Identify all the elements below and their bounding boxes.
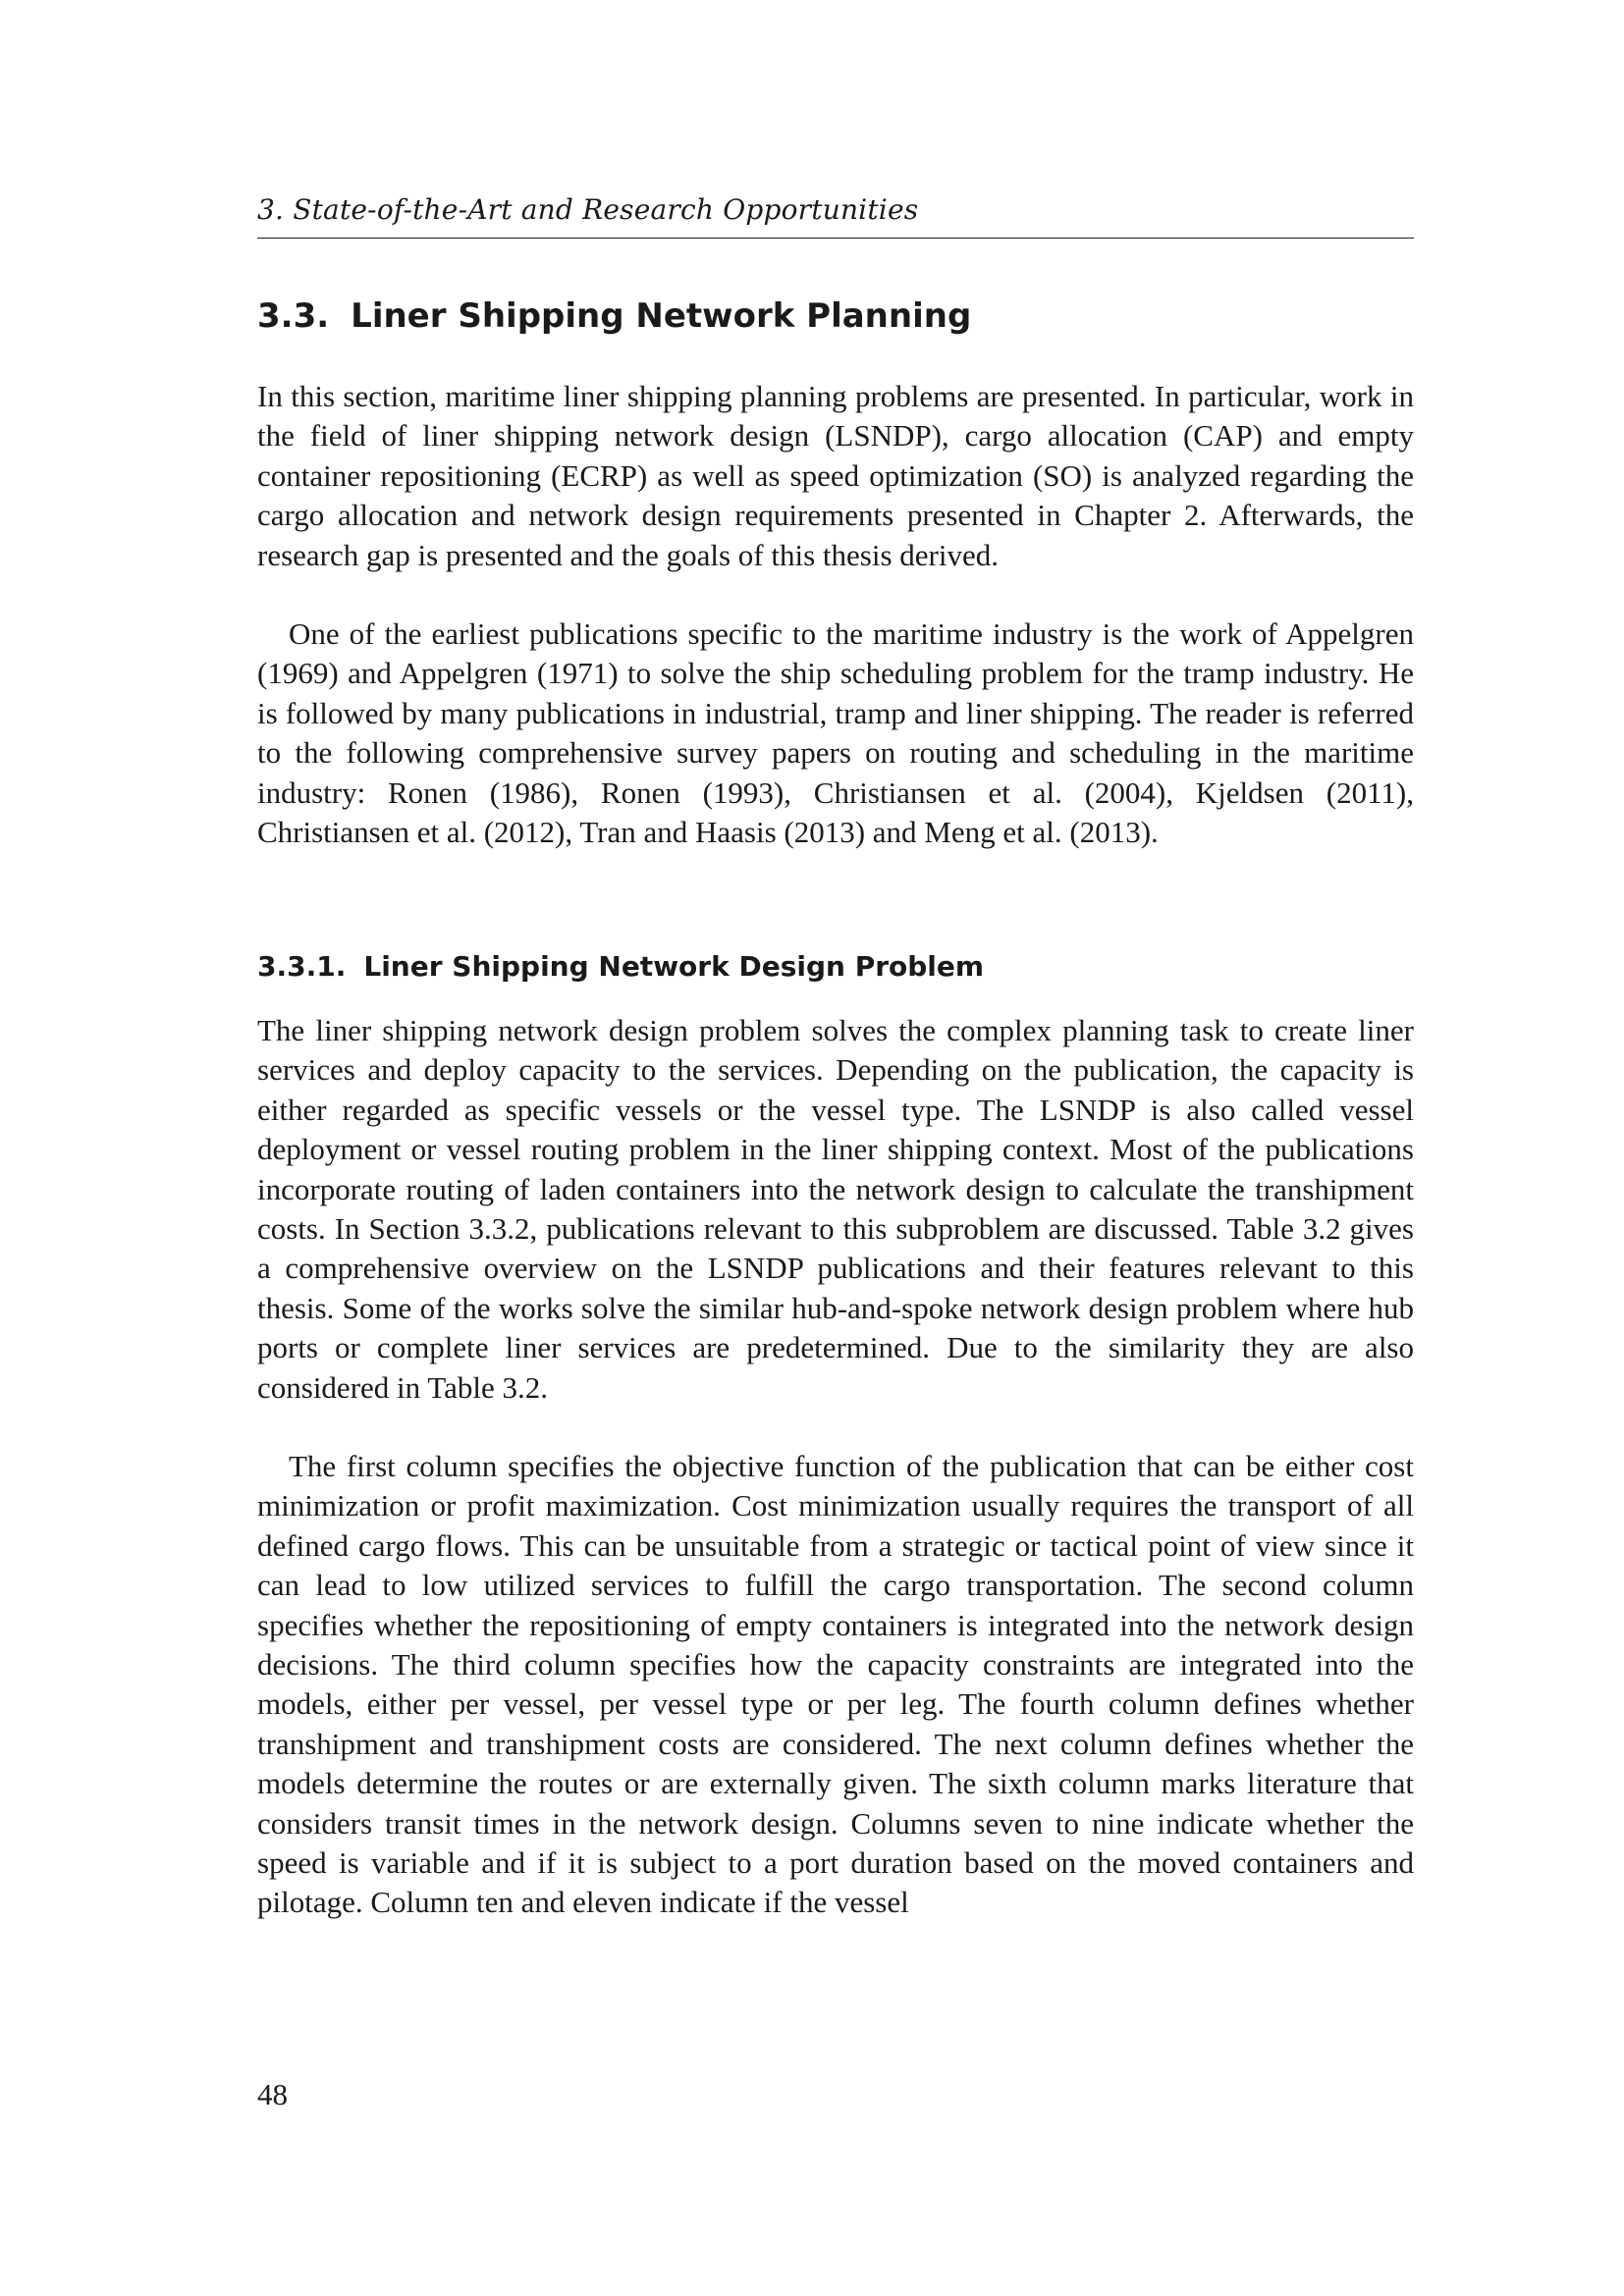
subsection-paragraph-definition: The liner shipping network design problem solves the complex planning task to create liner services and deploy capacity to the services. Depending on the publication, the capacity is either regarded as specific vessels or the vessel type. The LSNDP is also called vessel deployment or vessel routing problem in the liner shipping context. Most of the publications incorporate routing of laden containers into the network design to calculate the transhipment costs. In Section 3.3.2, publications relevant to this subproblem are discussed. Table 3.2 gives a comprehensive overview on the LSNDP publications and their features relevant to this thesis. Some of the works solve the similar hub-and-spoke network design problem where hub ports or complete liner services are predetermined. Due to the similarity they are also considered in Table 3.2. <box>257 1013 1414 1405</box>
section-paragraph-intro: In this section, maritime liner shipping planning problems are presented. In particular, work in the field of liner shipping network design (LSNDP), cargo allocation (CAP) and empty container repositioning (ECRP) as well as speed optimization (SO) is analyzed regarding the cargo allocation and network design requirements presented in Chapter 2. Afterwards, the research gap is presented and the goals of this thesis derived. <box>257 379 1414 572</box>
page-number: 48 <box>257 2077 288 2111</box>
subsection-number: 3.3.1. <box>257 950 347 983</box>
section-heading <box>257 294 1414 338</box>
document-page <box>257 0 1414 2296</box>
running-header: 3. State-of-the-Art and Research Opportunities <box>257 193 919 226</box>
section-number: 3.3. <box>257 296 330 336</box>
subsection-heading <box>257 948 1414 986</box>
subsection-title: Liner Shipping Network Design Problem <box>363 950 985 983</box>
section-paragraph-literature: One of the earliest publications specific to the maritime industry is the work of Appelgren (1969) and Appelgren (1971) to solve the ship scheduling problem for the tramp industry. He is followed by many publications in industrial, tramp and liner shipping. The reader is referred to the following comprehensive survey papers on routing and scheduling in the maritime industry: Ronen (1986), Ronen (1993), Christiansen et al. (2004), Kjeldsen (2011), Christiansen et al. (2012), Tran and Haasis (2013) and Meng et al. (2013). <box>257 616 1414 850</box>
section-title: Liner Shipping Network Planning <box>351 296 972 336</box>
subsection-paragraph-columns: The first column specifies the objective function of the publication that can be either cost minimization or profit maximization. Cost minimization usually requires the transport of all defined cargo flows. This can be unsuitable from a strategic or tactical point of view since it can lead to low utilized services to fulfill the cargo transportation. The second column specifies whether the repositioning of empty containers is integrated into the network design decisions. The third column specifies how the capacity constraints are integrated into the models, either per vessel, per vessel type or per leg. The fourth column defines whether transhipment and transhipment costs are considered. The next column defines whether the models determine the routes or are externally given. The sixth column marks literature that considers transit times in the network design. Columns seven to nine indicate whether the speed is variable and if it is subject to a port duration based on the moved containers and pilotage. Column ten and eleven indicate if the vessel <box>257 1449 1414 1920</box>
header-rule <box>257 238 1414 239</box>
